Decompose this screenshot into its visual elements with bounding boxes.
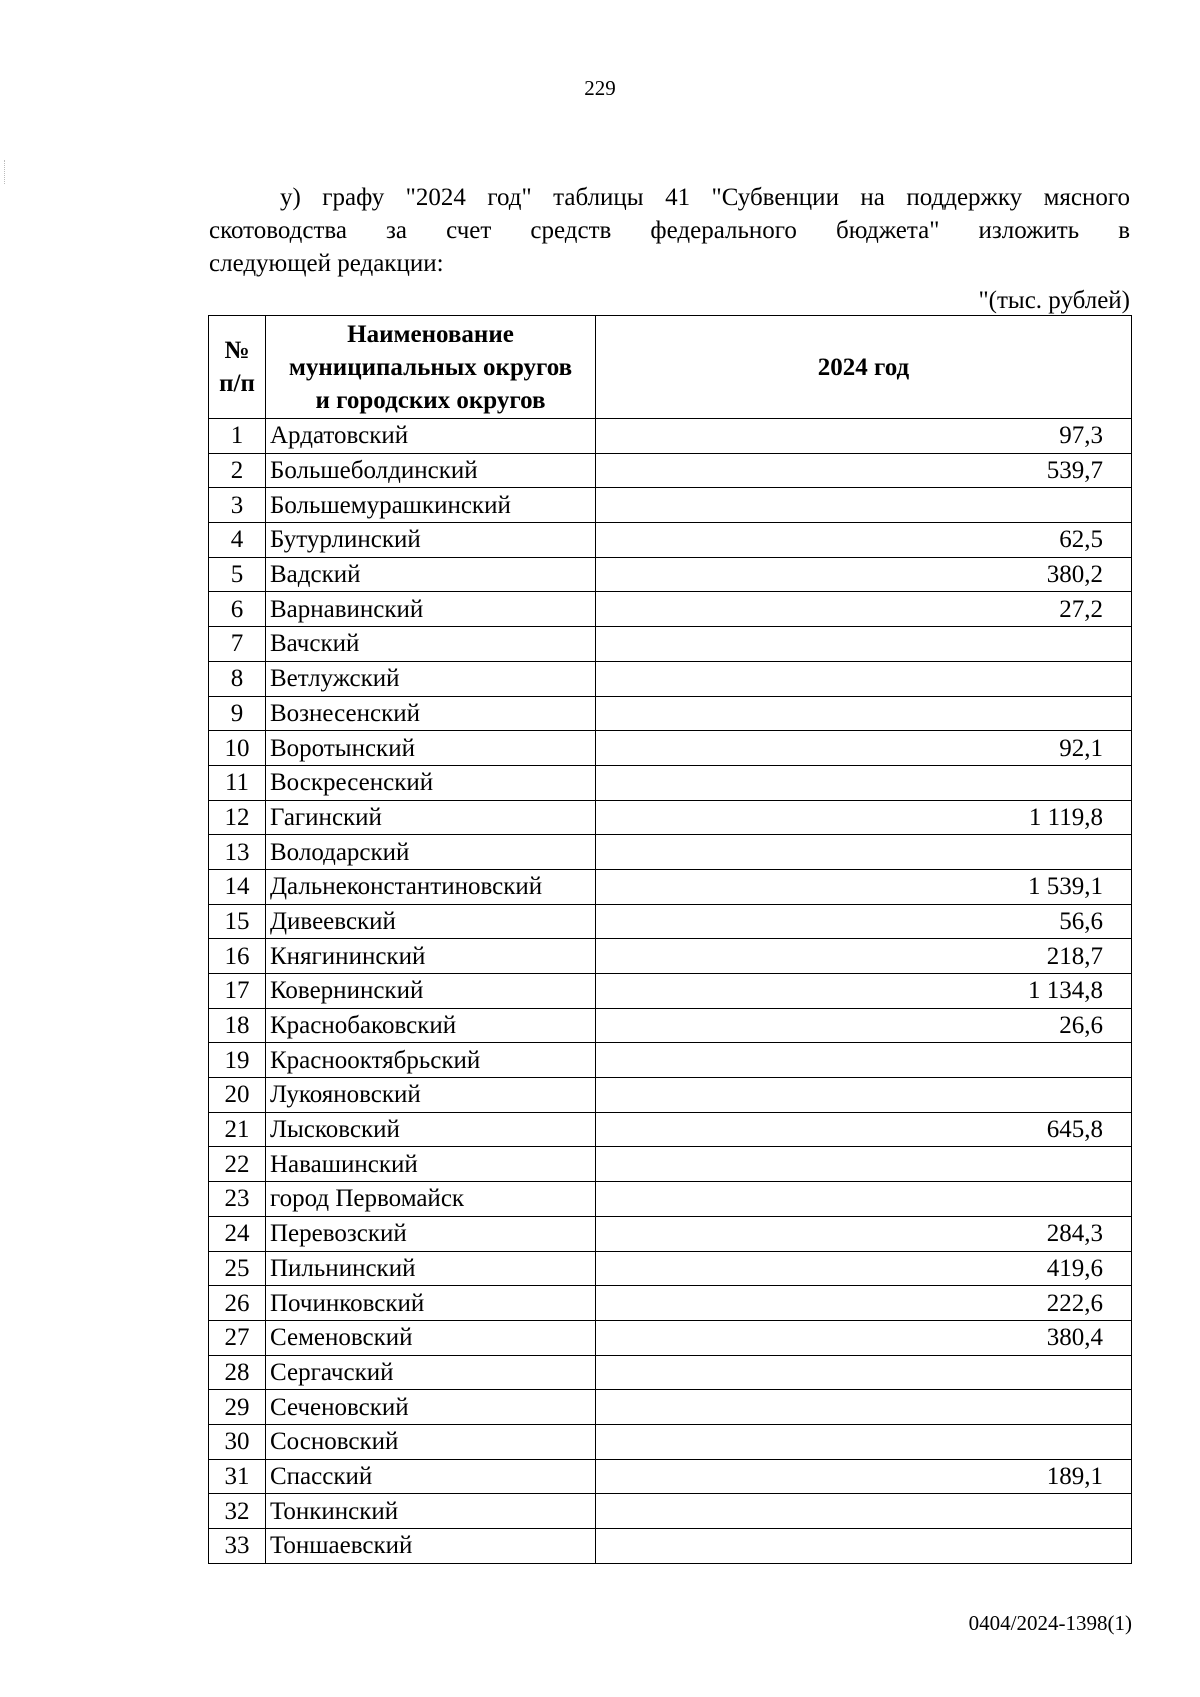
row-number: 16 [209,939,266,974]
row-value-2024: 419,6 [596,1251,1132,1286]
margin-mark [4,160,7,184]
table-row [209,1459,1132,1494]
row-number: 21 [209,1112,266,1147]
row-value-2024: 62,5 [596,523,1132,558]
intro-paragraph [209,181,1130,280]
row-value-2024: 222,6 [596,1286,1132,1321]
row-value-2024: 1 134,8 [596,974,1132,1009]
table-row [209,557,1132,592]
row-district-name: Ардатовский [266,419,596,454]
subvention-table [208,315,1132,1564]
table-row [209,661,1132,696]
document-code: 0404/2024-1398(1) [968,1611,1132,1635]
row-number: 2 [209,453,266,488]
row-number: 27 [209,1320,266,1355]
row-value-2024 [596,835,1132,870]
row-district-name: Перевозский [266,1216,596,1251]
row-number: 17 [209,974,266,1009]
table-row [209,1529,1132,1564]
table-row [209,869,1132,904]
row-district-name: Воскресенский [266,765,596,800]
row-number: 26 [209,1286,266,1321]
table-row [209,800,1132,835]
table-body [209,419,1132,1564]
row-number: 25 [209,1251,266,1286]
row-value-2024: 1 539,1 [596,869,1132,904]
row-district-name: город Первомайск [266,1182,596,1217]
table-row [209,696,1132,731]
row-district-name: Сосновский [266,1424,596,1459]
table-row [209,627,1132,662]
row-value-2024: 1 119,8 [596,800,1132,835]
row-number: 5 [209,557,266,592]
row-district-name: Большеболдинский [266,453,596,488]
row-value-2024 [596,1078,1132,1113]
row-value-2024 [596,1355,1132,1390]
table-row [209,1147,1132,1182]
row-value-2024: 56,6 [596,904,1132,939]
row-district-name: Навашинский [266,1147,596,1182]
intro-line-2: скотоводства за счет средств федерального бюджета" изложить в [209,217,1130,244]
table-row [209,453,1132,488]
header-name-line-3: и городских округов [315,386,546,414]
row-value-2024 [596,1182,1132,1217]
row-number: 18 [209,1008,266,1043]
row-value-2024: 539,7 [596,453,1132,488]
row-district-name: Семеновский [266,1320,596,1355]
header-name [266,316,596,419]
row-value-2024 [596,1390,1132,1425]
row-number: 20 [209,1078,266,1113]
row-district-name: Ковернинский [266,974,596,1009]
table-row [209,1286,1132,1321]
table-row [209,1216,1132,1251]
table-row [209,1320,1132,1355]
table-row [209,419,1132,454]
table-row [209,1390,1132,1425]
row-district-name: Спасский [266,1459,596,1494]
table-row [209,488,1132,523]
units-label: "(тыс. рублей) [978,287,1130,314]
row-number: 11 [209,765,266,800]
row-value-2024: 92,1 [596,731,1132,766]
row-district-name: Краснобаковский [266,1008,596,1043]
row-district-name: Лукояновский [266,1078,596,1113]
row-number: 7 [209,627,266,662]
row-district-name: Бутурлинский [266,523,596,558]
row-district-name: Лысковский [266,1112,596,1147]
row-district-name: Сергачский [266,1355,596,1390]
row-value-2024 [596,488,1132,523]
row-number: 30 [209,1424,266,1459]
table-row [209,1112,1132,1147]
row-district-name: Дальнеконстантиновский [266,869,596,904]
table-row [209,731,1132,766]
row-number: 29 [209,1390,266,1425]
header-number-line-1: № [224,337,250,364]
row-number: 31 [209,1459,266,1494]
row-number: 4 [209,523,266,558]
row-value-2024 [596,765,1132,800]
row-number: 9 [209,696,266,731]
row-number: 22 [209,1147,266,1182]
table-row [209,523,1132,558]
row-value-2024: 26,6 [596,1008,1132,1043]
row-district-name: Вачский [266,627,596,662]
row-number: 19 [209,1043,266,1078]
table-row [209,1078,1132,1113]
row-district-name: Ветлужский [266,661,596,696]
header-year: 2024 год [596,316,1132,419]
table-row [209,974,1132,1009]
table-row [209,1355,1132,1390]
row-value-2024: 284,3 [596,1216,1132,1251]
row-district-name: Тоншаевский [266,1529,596,1564]
row-number: 8 [209,661,266,696]
row-district-name: Сеченовский [266,1390,596,1425]
row-district-name: Дивеевский [266,904,596,939]
row-district-name: Большемурашкинский [266,488,596,523]
table-row [209,1008,1132,1043]
row-number: 23 [209,1182,266,1217]
row-district-name: Вознесенский [266,696,596,731]
row-number: 32 [209,1494,266,1529]
header-number [209,316,266,419]
row-district-name: Тонкинский [266,1494,596,1529]
row-number: 33 [209,1529,266,1564]
page-number: 229 [584,76,616,100]
row-value-2024: 380,2 [596,557,1132,592]
row-number: 6 [209,592,266,627]
row-value-2024: 645,8 [596,1112,1132,1147]
header-number-line-2: п/п [219,370,255,397]
intro-line-1: у) графу "2024 год" таблицы 41 "Субвенции на поддержку мясного [280,184,1130,211]
table-row [209,835,1132,870]
row-value-2024: 27,2 [596,592,1132,627]
table-row [209,1182,1132,1217]
row-value-2024 [596,1494,1132,1529]
row-number: 10 [209,731,266,766]
table-row [209,904,1132,939]
row-district-name: Володарский [266,835,596,870]
row-district-name: Вадский [266,557,596,592]
table-row [209,592,1132,627]
intro-line-3: следующей редакции: [209,250,444,277]
header-name-line-2: муниципальных округов [288,353,573,381]
row-district-name: Гагинский [266,800,596,835]
row-district-name: Княгининский [266,939,596,974]
row-number: 14 [209,869,266,904]
table-row [209,1251,1132,1286]
row-number: 15 [209,904,266,939]
row-value-2024: 97,3 [596,419,1132,454]
row-district-name: Починковский [266,1286,596,1321]
row-value-2024 [596,1043,1132,1078]
table-row [209,939,1132,974]
row-district-name: Варнавинский [266,592,596,627]
row-value-2024: 380,4 [596,1320,1132,1355]
row-value-2024 [596,1147,1132,1182]
row-district-name: Воротынский [266,731,596,766]
row-value-2024 [596,627,1132,662]
row-value-2024: 189,1 [596,1459,1132,1494]
table-row [209,1424,1132,1459]
row-number: 1 [209,419,266,454]
row-value-2024 [596,696,1132,731]
row-number: 13 [209,835,266,870]
row-district-name: Краснооктябрьский [266,1043,596,1078]
row-value-2024 [596,1424,1132,1459]
row-value-2024 [596,661,1132,696]
row-value-2024: 218,7 [596,939,1132,974]
header-name-line-1: Наименование [347,320,514,348]
table-row [209,765,1132,800]
table-row [209,1494,1132,1529]
row-number: 28 [209,1355,266,1390]
row-number: 3 [209,488,266,523]
row-number: 24 [209,1216,266,1251]
row-district-name: Пильнинский [266,1251,596,1286]
table-header-row [209,316,1132,419]
table-row [209,1043,1132,1078]
row-value-2024 [596,1529,1132,1564]
row-number: 12 [209,800,266,835]
